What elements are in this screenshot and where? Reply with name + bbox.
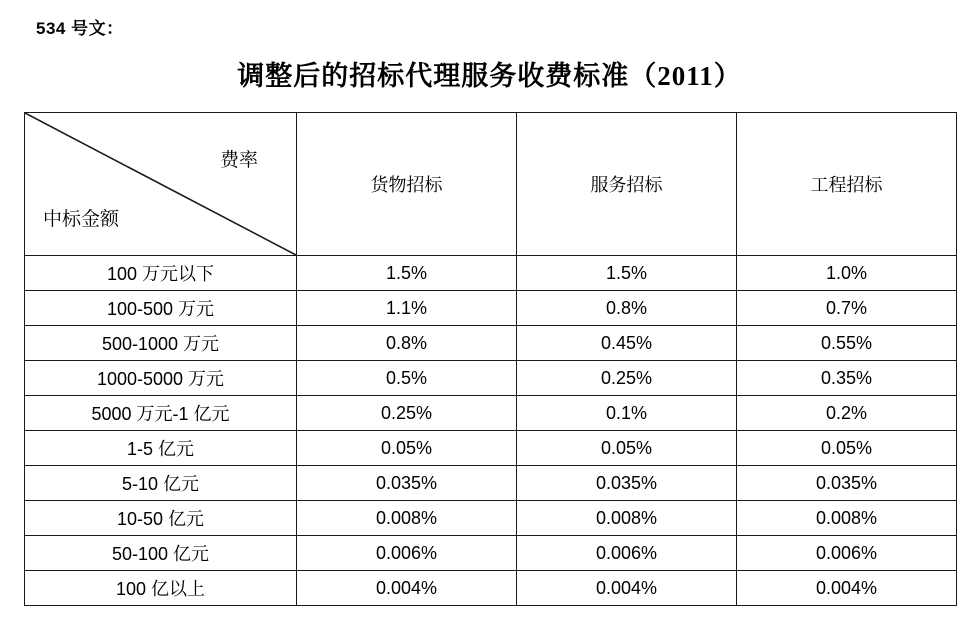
document-reference-note: 534 号文： (36, 19, 124, 38)
row-label: 100 亿以上 (25, 571, 297, 606)
cell-goods: 0.004% (297, 571, 517, 606)
cell-service: 0.45% (517, 326, 737, 361)
table-row (25, 326, 957, 361)
cell-engineering: 0.2% (737, 396, 957, 431)
cell-engineering: 0.55% (737, 326, 957, 361)
corner-rate-label: 费率 (219, 150, 258, 171)
cell-service: 0.035% (517, 466, 737, 501)
cell-engineering: 0.35% (737, 361, 957, 396)
cell-engineering: 0.004% (737, 571, 957, 606)
cell-goods: 0.008% (297, 501, 517, 536)
cell-engineering: 1.0% (737, 256, 957, 291)
fee-standard-table-wrapper (24, 112, 956, 606)
fee-standard-table (24, 112, 957, 606)
cell-goods: 1.5% (297, 256, 517, 291)
row-label: 500-1000 万元 (25, 326, 297, 361)
diagonal-divider-icon (25, 113, 296, 255)
cell-service: 0.05% (517, 431, 737, 466)
corner-amount-label: 中标金额 (43, 209, 120, 230)
cell-goods: 0.5% (297, 361, 517, 396)
row-label: 5-10 亿元 (25, 466, 297, 501)
row-label: 100 万元以下 (25, 256, 297, 291)
cell-goods: 0.25% (297, 396, 517, 431)
table-row (25, 501, 957, 536)
table-corner-cell (25, 113, 297, 256)
cell-goods: 0.035% (297, 466, 517, 501)
column-header-goods: 货物招标 (297, 113, 517, 256)
cell-engineering: 0.035% (737, 466, 957, 501)
table-row (25, 256, 957, 291)
page-title: 调整后的招标代理服务收费标准（2011） (237, 61, 742, 91)
column-header-service: 服务招标 (517, 113, 737, 256)
table-row (25, 466, 957, 501)
row-label: 5000 万元-1 亿元 (25, 396, 297, 431)
cell-service: 0.8% (517, 291, 737, 326)
cell-goods: 1.1% (297, 291, 517, 326)
table-row (25, 396, 957, 431)
cell-service: 0.25% (517, 361, 737, 396)
cell-service: 0.008% (517, 501, 737, 536)
cell-service: 1.5% (517, 256, 737, 291)
table-row (25, 536, 957, 571)
cell-service: 0.006% (517, 536, 737, 571)
row-label: 1-5 亿元 (25, 431, 297, 466)
table-row (25, 571, 957, 606)
row-label: 100-500 万元 (25, 291, 297, 326)
row-label: 1000-5000 万元 (25, 361, 297, 396)
cell-engineering: 0.006% (737, 536, 957, 571)
table-header-row (25, 113, 957, 256)
cell-goods: 0.8% (297, 326, 517, 361)
cell-goods: 0.006% (297, 536, 517, 571)
cell-service: 0.1% (517, 396, 737, 431)
cell-service: 0.004% (517, 571, 737, 606)
cell-engineering: 0.008% (737, 501, 957, 536)
cell-goods: 0.05% (297, 431, 517, 466)
table-row (25, 361, 957, 396)
table-row (25, 291, 957, 326)
cell-engineering: 0.05% (737, 431, 957, 466)
table-row (25, 431, 957, 466)
row-label: 50-100 亿元 (25, 536, 297, 571)
cell-engineering: 0.7% (737, 291, 957, 326)
column-header-engineering: 工程招标 (737, 113, 957, 256)
row-label: 10-50 亿元 (25, 501, 297, 536)
